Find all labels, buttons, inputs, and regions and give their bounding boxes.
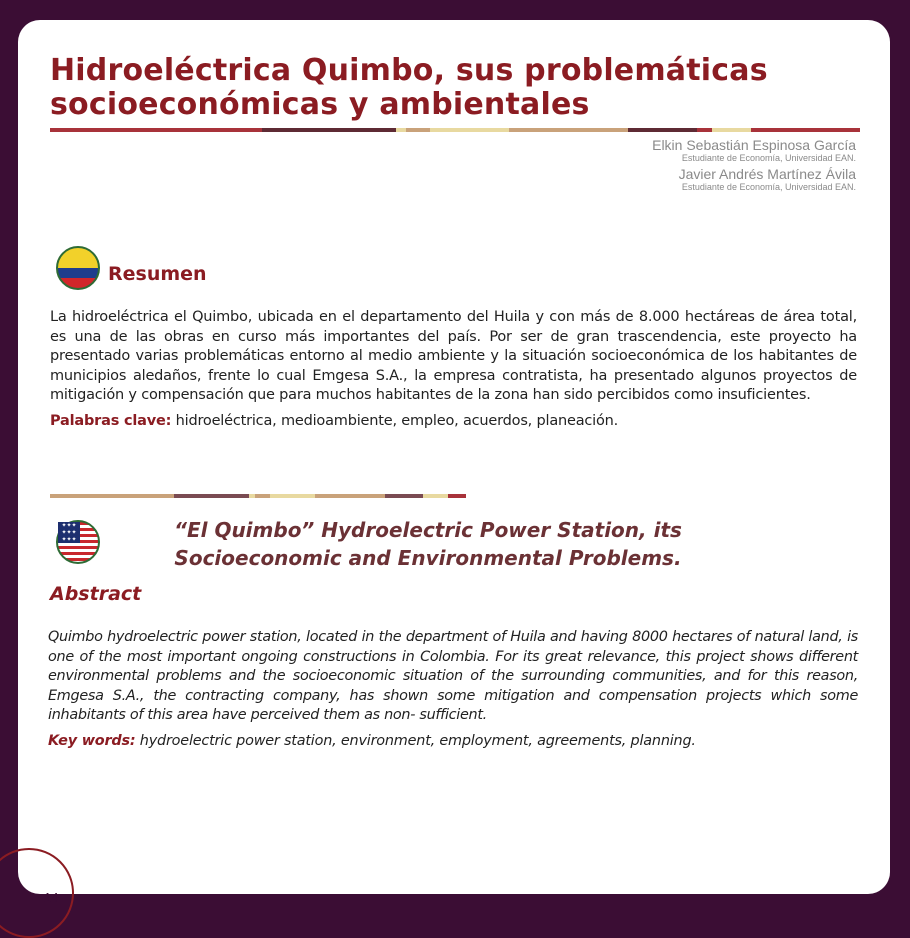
page-number: 14 [44,890,59,905]
document-page [18,20,890,905]
author-block [652,137,856,195]
section-divider [50,494,466,498]
abstract-heading: Abstract [50,583,142,605]
palabras-clave-values: hidroeléctrica, medioambiente, empleo, acuerdos, planeación. [171,413,619,429]
author-name: Elkin Sebastián Espinosa García [652,137,856,153]
resumen-text: La hidroeléctrica el Quimbo, ubicada en el departamento del Huila y con más de 8.000 hectáreas de área total, es una de las obras en curso más importantes del país. Por ser de gran trascendencia, este proyecto ha presentado varias problemáticas entorno al medio ambiente y la situación socioeconómica de los habitantes de municipios aledaños, frente lo cual Emgesa S.A., la empresa contratista, ha presentado algunos proyectos de mitigación y compensación que para muchos habitantes de la zona han sido percibidos como insuficientes. [50,309,857,403]
key-words-values: hydroelectric power station, environment, employment, agreements, planning. [135,733,696,749]
author-name: Javier Andrés Martínez Ávila [678,166,856,182]
colombia-flag-icon [56,246,100,290]
article-title-line-1: Hidroeléctrica Quimbo, sus problemáticas [50,53,768,88]
title-divider [50,128,860,132]
usa-flag-icon [56,520,100,564]
key-words-label: Key words: [48,733,136,749]
usa-flag-canton: ✦✦✦ ✦✦✦ ✦✦✦ [58,522,80,543]
author-affiliation: Estudiante de Economía, Universidad EAN. [681,182,856,192]
english-title [128,516,728,572]
key-words [48,733,696,749]
palabras-clave-label: Palabras clave: [50,413,172,429]
english-title-line-1: “El Quimbo” Hydroelectric Power Station, its [174,518,682,542]
resumen-heading: Resumen [108,263,207,285]
english-title-line-2: Socioeconomic and Environmental Problems. [174,546,682,570]
author-affiliation: Estudiante de Economía, Universidad EAN. [681,153,856,163]
page-number-circle [0,848,74,938]
article-title-line-2: socioeconómicas y ambientales [50,87,590,122]
abstract-text: Quimbo hydroelectric power station, located in the department of Huila and having 8000 hectares of natural land, is one of the most important ongoing constructions in Colombia. For its great relevance, this project shows different environmental problems and the socioeconomic situation of the surrounding communities, and for this reason, Emgesa S.A., the contracting company, has shown some mitigation and compensation projects which some inhabitants of this area have perceived them as non- sufficient. [48,629,858,723]
article-title [50,54,850,122]
palabras-clave [50,413,618,429]
